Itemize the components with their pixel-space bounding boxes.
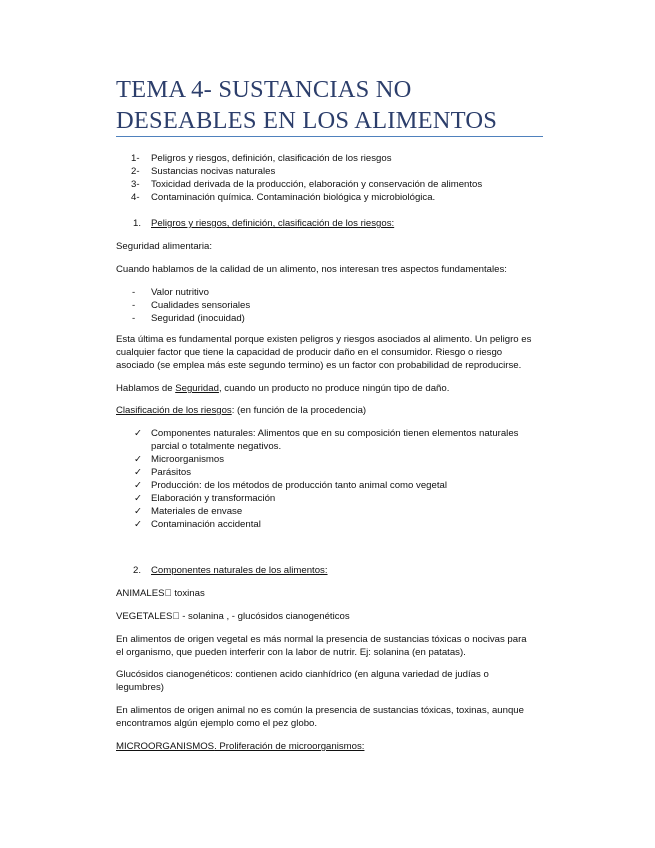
bullet-dash: -	[132, 300, 136, 311]
check-icon: ✓	[134, 493, 143, 504]
check-icon: ✓	[134, 454, 143, 465]
check-icon: ✓	[134, 506, 143, 517]
check-icon: ✓	[134, 480, 143, 491]
check-item: Microorganismos	[151, 454, 225, 465]
section-heading: Peligros y riesgos, definición, clasificación de los riesgos:	[151, 218, 395, 229]
index-item: Contaminación química. Contaminación biológica y microbiológica.	[151, 192, 436, 203]
title-underline	[116, 136, 543, 137]
aspect-item: Cualidades sensoriales	[151, 300, 251, 311]
index-number: 4-	[131, 192, 140, 203]
check-item-continuation: parcial o totalmente negativos.	[151, 441, 282, 452]
paragraph: Cuando hablamos de la calidad de un alimento, nos interesan tres aspectos fundamentales:	[116, 264, 507, 275]
aspect-item: Seguridad (inocuidad)	[151, 313, 245, 324]
paragraph-line: el organismo, que pueden interferir con la labor de nutrir. Ej: solanina (en patatas).	[116, 647, 466, 658]
check-icon: ✓	[134, 428, 143, 439]
paragraph-line: asociado (se emplea más este segundo termino) es un factor con probabilidad de reproducirse.	[116, 360, 522, 371]
index-item: Sustancias nocivas naturales	[151, 166, 276, 177]
index-number: 1-	[131, 153, 140, 164]
aspect-item: Valor nutritivo	[151, 287, 209, 298]
check-item: Parásitos	[151, 467, 191, 478]
check-item: Contaminación accidental	[151, 519, 261, 530]
check-item: Componentes naturales: Alimentos que en su composición tienen elementos naturales	[151, 428, 519, 439]
text-run: , cuando un producto no produce ningún tipo de daño.	[218, 383, 450, 394]
paragraph-line: legumbres)	[116, 682, 164, 693]
paragraph: VEGETALES  - solanina , - glucósidos cianogenéticos	[116, 611, 350, 622]
section-number: 1.	[133, 218, 142, 229]
check-item: Producción: de los métodos de producción tanto animal como vegetal	[151, 480, 447, 491]
check-item: Materiales de envase	[151, 506, 243, 517]
document-title	[116, 74, 546, 136]
paragraph-line: encontramos algún ejemplo como el pez globo.	[116, 718, 318, 729]
paragraph: ANIMALES  toxinas	[116, 588, 205, 599]
paragraph: Seguridad alimentaria:	[116, 241, 212, 252]
paragraph-line: En alimentos de origen vegetal es más normal la presencia de sustancias tóxicas o nocivas para	[116, 634, 527, 645]
underlined-term: Seguridad	[175, 383, 219, 394]
section-number: 2.	[133, 565, 142, 576]
text-run: : (en función de la procedencia)	[231, 405, 367, 416]
text-run: . Proliferación de microorganismos:	[214, 741, 365, 752]
paragraph-line: Esta última es fundamental porque existen peligros y riesgos asociados al alimento. Un peligro es	[116, 334, 532, 345]
index-number: 2-	[131, 166, 140, 177]
section-heading: Componentes naturales de los alimentos:	[151, 565, 328, 576]
paragraph-line: En alimentos de origen animal no es común la presencia de sustancias tóxicas, toxinas, aunque	[116, 705, 524, 716]
index-number: 3-	[131, 179, 140, 190]
index-item: Toxicidad derivada de la producción, elaboración y conservación de alimentos	[151, 179, 483, 190]
title-line-2: DESEABLES EN LOS ALIMENTOS	[116, 107, 498, 134]
paragraph	[116, 405, 366, 418]
check-icon: ✓	[134, 467, 143, 478]
text-run: Hablamos de	[116, 383, 176, 394]
index-item: Peligros y riesgos, definición, clasificación de los riesgos	[151, 153, 392, 164]
bullet-dash: -	[132, 313, 136, 324]
check-item: Elaboración y transformación	[151, 493, 276, 504]
bullet-dash: -	[132, 287, 136, 298]
paragraph	[116, 741, 364, 754]
paragraph-line: cualquier factor que tiene la capacidad de producir daño en el consumidor. Riesgo o riesgo	[116, 347, 503, 358]
title-line-1: TEMA 4- SUSTANCIAS NO	[116, 76, 412, 103]
paragraph	[116, 383, 449, 396]
underlined-term: Clasificación de los riesgos	[116, 405, 232, 416]
underlined-term: MICROORGANISMOS	[116, 741, 215, 752]
check-icon: ✓	[134, 519, 143, 530]
paragraph-line: Glucósidos cianogenéticos: contienen acido cianhídrico (en alguna variedad de judías o	[116, 669, 489, 680]
